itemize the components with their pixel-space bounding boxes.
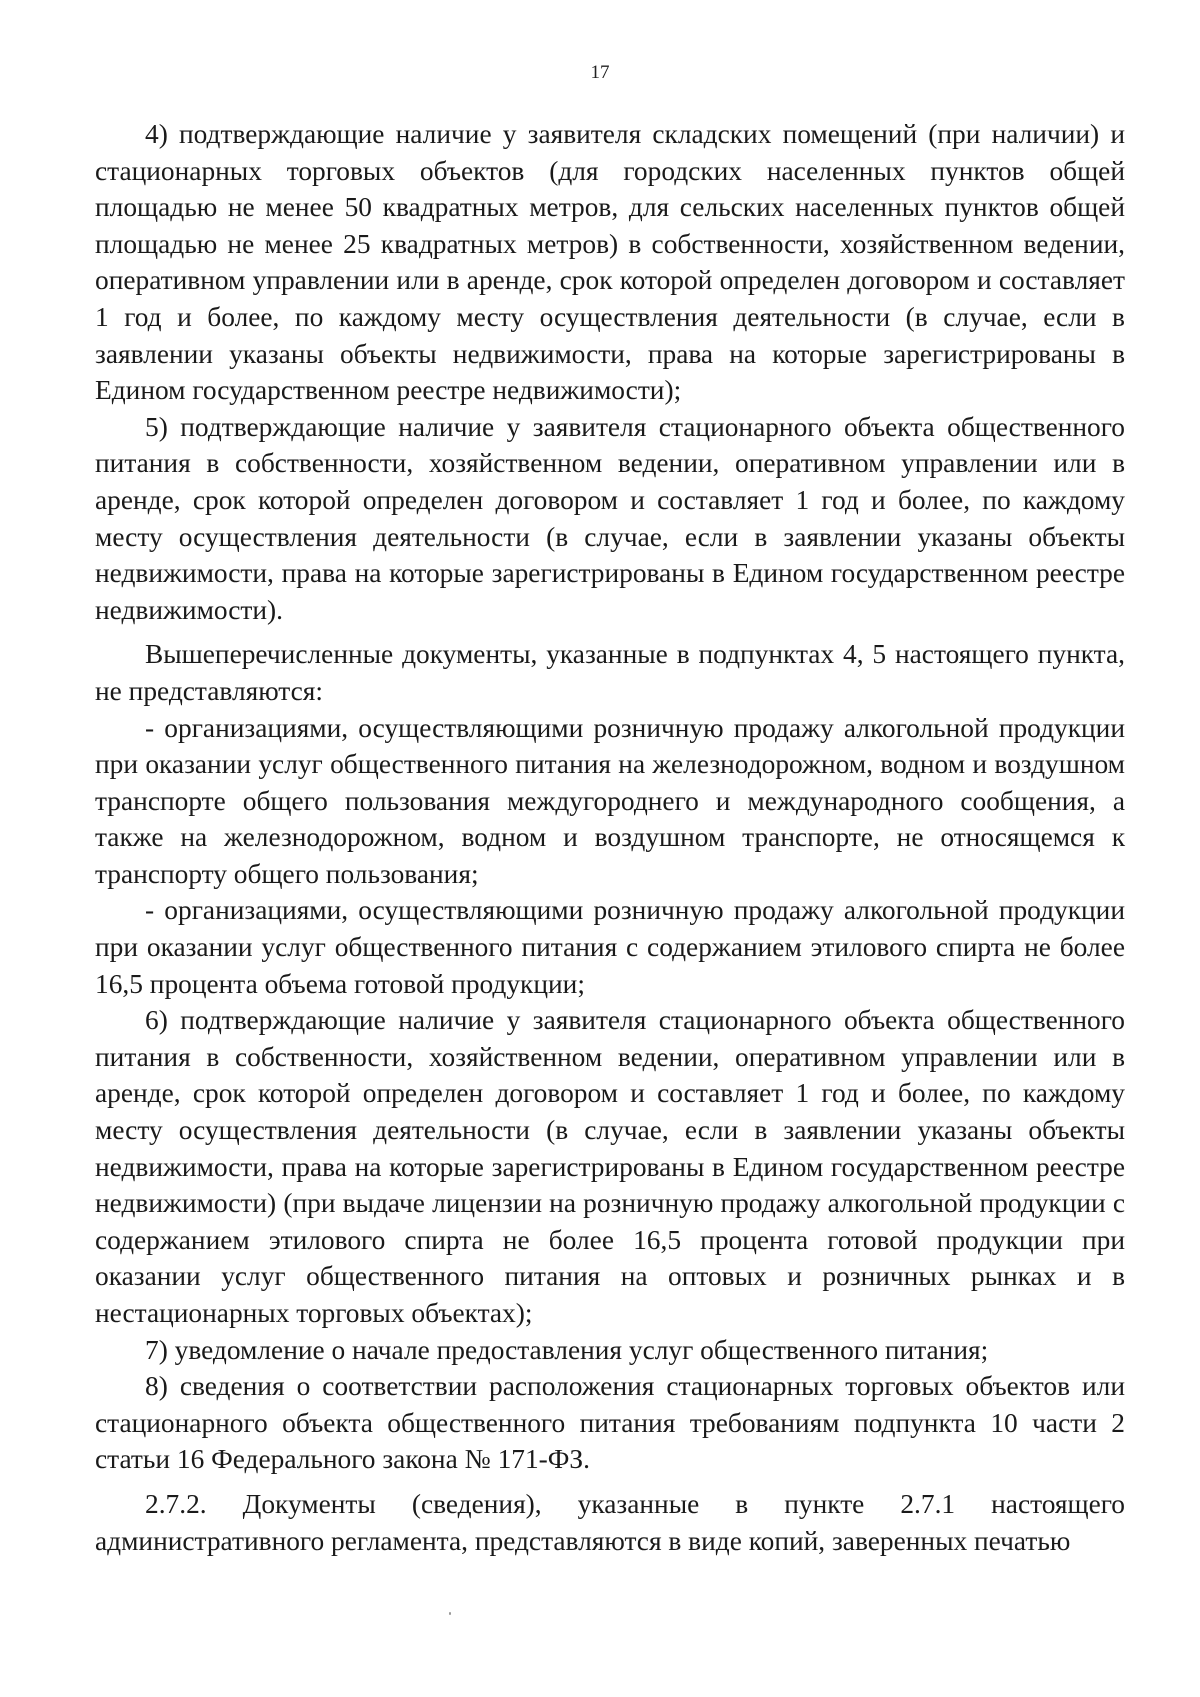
- scan-speck: [449, 1612, 451, 1615]
- paragraph-exemption-low-alcohol: - организациями, осуществляющими розничную продажу алкогольной продукции при оказании услуг общественного питания с содержанием этилового спирта не более 16,5 процента объема готовой продукции;: [95, 895, 1125, 999]
- paragraph-item-4: 4) подтверждающие наличие у заявителя складских помещений (при наличии) и стационарных торговых объектов (для городских населенных пунктов общей площадью не менее 50 квадратных метров, для сельских населенных пунктов общей площадью не менее 25 квадратных метров) в собственности, хозяйственном ведении, оперативном управлении или в аренде, срок которой определен договором и составляет 1 год и более, по каждому месту осуществления деятельности (в случае, если в заявлении указаны объекты недвижимости, права на которые зарегистрированы в Едином государственном реестре недвижимости);: [95, 119, 1125, 406]
- paragraph-item-6: 6) подтверждающие наличие у заявителя стационарного объекта общественного питания в собственности, хозяйственном ведении, оперативном управлении или в аренде, срок которой определен договором и составляет 1 год и более, по каждому месту осуществления деятельности (в случае, если в заявлении указаны объекты недвижимости, права на которые зарегистрированы в Едином государственном реестре недвижимости) (при выдаче лицензии на розничную продажу алкогольной продукции с содержанием этилового спирта не более 16,5 процента готовой продукции при оказании услуг общественного питания на оптовых и розничных рынках и в нестационарных торговых объектах);: [95, 1005, 1125, 1328]
- paragraph-2-7-2: 2.7.2. Документы (сведения), указанные в пункте 2.7.1 настоящего административного регламента, представляются в виде копий, заверенных печатью: [95, 1488, 1125, 1556]
- paragraph-item-8: 8) сведения о соответствии расположения стационарных торговых объектов или стационарного объекта общественного питания требованиям подпункта 10 части 2 статьи 16 Федерального закона № 171-ФЗ.: [95, 1371, 1125, 1475]
- paragraph-exemption-transport: - организациями, осуществляющими розничную продажу алкогольной продукции при оказании услуг общественного питания на железнодорожном, водном и воздушном транспорте общего пользования междугороднего и международного сообщения, а также на железнодорожном, водном и воздушном транспорте, не относящемся к транспорту общего пользования;: [95, 712, 1125, 889]
- paragraph-item-7: 7) уведомление о начале предоставления услуг общественного питания;: [145, 1334, 989, 1365]
- page-number: 17: [590, 62, 610, 83]
- paragraph-item-5: 5) подтверждающие наличие у заявителя стационарного объекта общественного питания в собственности, хозяйственном ведении, оперативном управлении или в аренде, срок которой определен договором и составляет 1 год и более, по каждому месту осуществления деятельности (в случае, если в заявлении указаны объекты недвижимости, права на которые зарегистрированы в Едином государственном реестре недвижимости).: [95, 411, 1125, 625]
- document-body: [95, 116, 1125, 1559]
- paragraph-exemption-intro: Вышеперечисленные документы, указанные в подпунктах 4, 5 настоящего пункта, не представляются:: [95, 639, 1125, 706]
